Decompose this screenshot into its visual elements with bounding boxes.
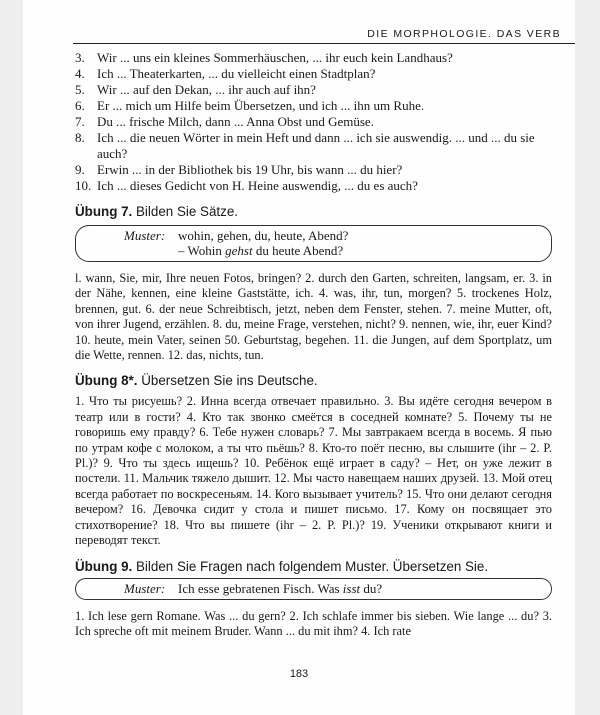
list-item xyxy=(75,50,552,66)
list-item xyxy=(75,162,552,178)
list-item-text: Wir ... auf den Dekan, ... ihr auch auf ihn? xyxy=(97,82,316,97)
exercise-7-heading: Übung 7. Bilden Sie Sätze. xyxy=(75,204,238,219)
muster-label: Muster: xyxy=(124,228,166,243)
exercise-9-muster-box xyxy=(75,578,552,600)
list-item-number: 3. xyxy=(75,50,85,65)
exercise-7-body: l. wann, Sie, mir, Ihre neuen Fotos, bringen? 2. durch den Garten, schreiten, langsam, er. 3. in der Nähe, kennen, eine kleine Gaststätte, ich. 4. was, ihr, tun, morgen? 5. trockenes Holz, brennen, gut. 6. der neue Schreibtisch, jetzt, neben dem Fenster, stehen. 7. meine Mutter, oft, von ihrer Jugend, erzählen. 8. du, meine Frage, verstehen, nicht? 9. nennen, wie, ihr, euer Kind? 10. heute, mein Vater, seinen 50. Geburtstag, begehen. 11. die Jungen, auf dem Sportplatz, um die Wette, rennen. 12. das, nichts, tun. xyxy=(75,271,552,363)
list-item-number: 4. xyxy=(75,66,85,81)
list-item xyxy=(75,98,552,114)
list-item xyxy=(75,82,552,98)
list-item-text: Wir ... uns ein kleines Sommerhäuschen, ... ihr euch kein Landhaus? xyxy=(97,50,453,65)
list-item xyxy=(75,178,552,194)
list-item-number: 8. xyxy=(75,130,85,145)
list-item xyxy=(75,130,552,162)
muster-line-1: wohin, gehen, du, heute, Abend? xyxy=(178,228,349,243)
running-header: DIE MORPHOLOGIE. DAS VERB xyxy=(367,28,561,40)
exercise-9-body: 1. Ich lese gern Romane. Was ... du gern? 2. Ich schlafe immer bis sieben. Wie lange ... du? 3. Ich spreche oft mit meinem Bruder. Wann ... du mit ihm? 4. Ich rate xyxy=(75,608,552,638)
muster-line-2: – Wohin gehst du heute Abend? xyxy=(178,243,344,258)
list-item xyxy=(75,114,552,130)
exercise-9-heading: Übung 9. Bilden Sie Fragen nach folgendem Muster. Übersetzen Sie. xyxy=(75,558,489,574)
book-page xyxy=(23,0,575,715)
exercise-8-heading: Übung 8*. Übersetzen Sie ins Deutsche. xyxy=(75,373,318,389)
list-item-number: 9. xyxy=(75,162,85,177)
list-item-number: 10. xyxy=(75,178,92,193)
list-item-number: 7. xyxy=(75,114,85,129)
list-item-number: 5. xyxy=(75,82,85,97)
list-item-text: Er ... mich um Hilfe beim Übersetzen, und ich ... ihn um Ruhe. xyxy=(97,98,425,113)
exercise-7-muster-box xyxy=(75,225,552,262)
muster-example: Ich esse gebratenen Fisch. Was isst du? xyxy=(178,580,383,596)
list-item xyxy=(75,66,552,82)
list-item-text: Du ... frische Milch, dann ... Anna Obst und Gemüse. xyxy=(97,114,374,129)
list-item-text: Ich ... Theaterkarten, ... du vielleicht einen Stadtplan? xyxy=(97,66,376,81)
list-item-text: Ich ... die neuen Wörter in mein Heft und dann ... ich sie auswendig. ... und ... du sie auch? xyxy=(97,130,535,161)
page-content xyxy=(75,50,552,639)
exercise-8-body: 1. Что ты рисуешь? 2. Инна всегда отвечает правильно. 3. Вы идёте сегодня вечером в театр или в гости? 4. Кто так звонко смеётся в соседней комнате? 5. Почему ты не говоришь ему правду? 6. Тебе нужен словарь? 7. Мы завтракаем всегда в восемь. Я пью по утрам кофе с молоком, а ты что пьёшь? 8. Кто-то поёт песню, вы слышите (ihr – 2. P. Pl.)? 9. Что ты здесь ищешь? 10. Ребёнок ещё играет в саду? – Нет, он уже лежит в постели. 11. Мальчик тяжело дышит. 12. Мы часто навещаем наших друзей. 13. Мой отец всегда работает по воскресеньям. 14. Кого вызывает учитель? 15. Что они делают сегодня вечером? 16. Девочка сидит у стола и пишет письмо. 17. Кому он посвящает это стихотворение? 18. Что вы пишете (ihr – 2. P. Pl.)? 19. Ученики открывают книги и переводят текст. xyxy=(75,394,552,548)
page-number: 183 xyxy=(289,668,309,680)
header-rule xyxy=(73,43,575,44)
list-item-number: 6. xyxy=(75,98,85,113)
list-item-text: Erwin ... in der Bibliothek bis 19 Uhr, bis wann ... du hier? xyxy=(97,162,403,177)
exercise-list xyxy=(75,50,552,194)
list-item-text: Ich ... dieses Gedicht von H. Heine auswendig, ... du es auch? xyxy=(97,178,418,193)
muster-label: Muster: xyxy=(124,580,166,596)
